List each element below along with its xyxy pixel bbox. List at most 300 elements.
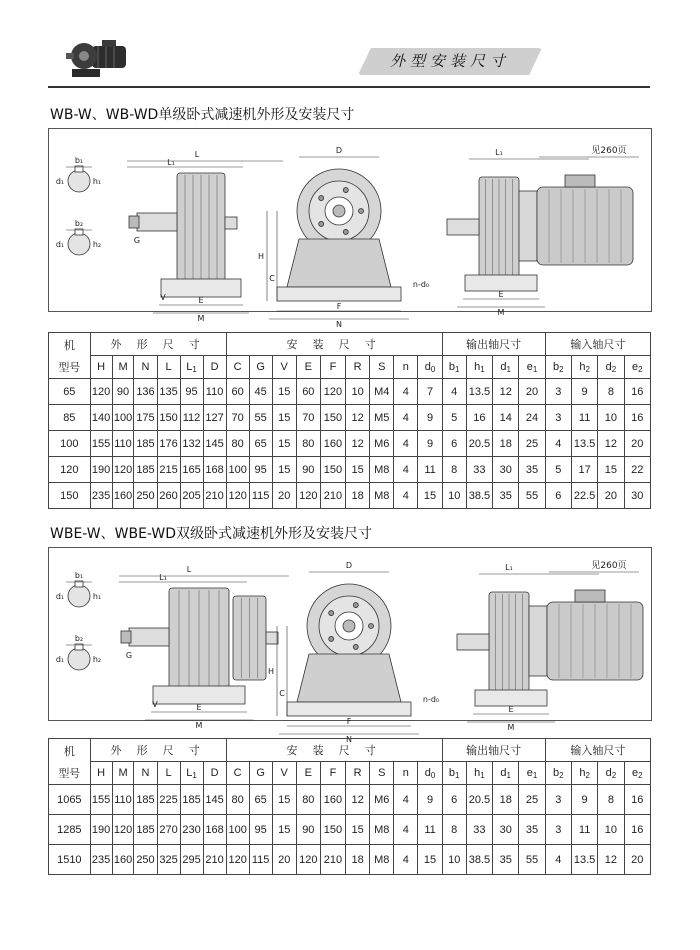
value-cell: 10 <box>598 815 624 845</box>
table-row <box>49 431 651 457</box>
shaft-section-detail <box>68 233 90 255</box>
column-header <box>394 356 418 379</box>
column-header <box>157 356 180 379</box>
value-cell: 165 <box>180 457 203 483</box>
value-cell: 4 <box>394 431 418 457</box>
table-row <box>49 815 651 845</box>
value-cell: 4 <box>545 845 571 875</box>
value-cell: 120 <box>112 457 134 483</box>
column-symbol: G <box>256 767 265 779</box>
column-symbol: G <box>256 361 265 373</box>
column-header <box>370 762 394 785</box>
value-cell: M6 <box>370 785 394 815</box>
value-cell: 4 <box>394 815 418 845</box>
input-shaft <box>225 217 237 229</box>
value-cell: 112 <box>180 405 203 431</box>
group-install: 安 装 尺 寸 <box>226 333 442 356</box>
value-cell: 16 <box>466 405 492 431</box>
column-header <box>134 762 157 785</box>
model-header-line-2: 型号 <box>58 767 81 780</box>
column-symbol: b <box>448 766 456 779</box>
value-cell: 185 <box>134 785 157 815</box>
dimension-label: M <box>507 723 515 732</box>
value-cell: 230 <box>180 815 203 845</box>
value-cell: 12 <box>598 845 624 875</box>
dimension-label: d₁ <box>55 240 65 249</box>
value-cell: 100 <box>112 405 134 431</box>
flange-bolt <box>319 196 324 201</box>
value-cell: 30 <box>493 457 519 483</box>
model-header-line-1: 机 <box>63 339 75 352</box>
value-cell: 3 <box>545 785 571 815</box>
column-symbol: e <box>631 360 639 373</box>
value-cell: 55 <box>519 483 545 509</box>
column-symbol: b <box>448 360 456 373</box>
model-header-line-1: 机 <box>63 745 75 758</box>
column-symbol: n <box>402 767 409 779</box>
column-subscript: 0 <box>430 770 436 780</box>
value-cell: 80 <box>296 431 320 457</box>
shaft-center <box>343 620 355 632</box>
value-cell: 14 <box>493 405 519 431</box>
value-cell: 5 <box>545 457 571 483</box>
value-cell: 120 <box>226 845 249 875</box>
value-cell: 11 <box>418 457 442 483</box>
column-header <box>272 762 296 785</box>
dimension-label: H <box>267 667 275 676</box>
value-cell: 150 <box>157 405 180 431</box>
shaft-section-detail <box>68 585 90 607</box>
table-row <box>49 457 651 483</box>
value-cell: 6 <box>442 785 466 815</box>
column-header <box>112 356 134 379</box>
group-input: 输入轴尺寸 <box>545 739 650 762</box>
value-cell: 235 <box>90 483 112 509</box>
column-symbol: d <box>424 766 431 779</box>
value-cell: 260 <box>157 483 180 509</box>
reference-note: 见260页 <box>591 561 627 571</box>
dimension-label: D <box>335 146 343 155</box>
column-header <box>519 356 545 379</box>
terminal-box <box>575 590 605 602</box>
dimension-label: F <box>346 717 352 726</box>
dimension-label: h₁ <box>92 177 102 186</box>
value-cell: 60 <box>226 379 249 405</box>
column-symbol: C <box>233 767 242 779</box>
value-cell: 16 <box>624 405 650 431</box>
column-header <box>442 762 466 785</box>
motor-base <box>465 275 537 291</box>
value-cell: 20 <box>272 483 296 509</box>
shaft-center <box>333 205 345 217</box>
page-title: 外型安装尺寸 <box>389 52 510 70</box>
value-cell: 325 <box>157 845 180 875</box>
dimension-label: E <box>508 705 514 714</box>
value-cell: 16 <box>624 815 650 845</box>
column-header-row <box>49 356 651 379</box>
value-cell: 10 <box>598 405 624 431</box>
value-cell: 55 <box>519 845 545 875</box>
table-row <box>49 785 651 815</box>
group-input: 输入轴尺寸 <box>545 333 650 356</box>
front-pedestal <box>287 239 391 287</box>
column-symbol: L <box>165 361 172 373</box>
motor-base <box>475 690 547 706</box>
value-cell: 24 <box>519 405 545 431</box>
column-header <box>134 356 157 379</box>
model-cell: 1285 <box>49 815 91 845</box>
model-cell: 1510 <box>49 845 91 875</box>
front-pedestal <box>297 654 401 702</box>
value-cell: 10 <box>346 379 370 405</box>
value-cell: 4 <box>394 379 418 405</box>
value-cell: 120 <box>112 815 134 845</box>
column-header-row <box>49 762 651 785</box>
value-cell: M8 <box>370 815 394 845</box>
column-header <box>493 356 519 379</box>
value-cell: 15 <box>346 457 370 483</box>
flange-bolt <box>329 636 334 641</box>
group-outline: 外 形 尺 寸 <box>90 739 226 762</box>
dimension-label: G <box>125 651 133 660</box>
column-symbol: E <box>304 767 312 779</box>
section-1-drawing <box>48 128 652 329</box>
shaft-section-detail <box>68 648 90 670</box>
value-cell: 70 <box>296 405 320 431</box>
output-shaft-end <box>129 216 139 228</box>
dimension-label: F <box>336 302 342 311</box>
flange-bolt <box>359 209 364 214</box>
value-cell: 38.5 <box>466 483 492 509</box>
column-symbol: b <box>553 766 560 779</box>
value-cell: 110 <box>112 785 134 815</box>
value-cell: 100 <box>226 457 249 483</box>
value-cell: 8 <box>442 815 466 845</box>
column-header <box>320 762 345 785</box>
column-header <box>203 356 226 379</box>
value-cell: 160 <box>112 845 134 875</box>
value-cell: 15 <box>272 815 296 845</box>
front-base-plate <box>277 287 401 301</box>
terminal-box <box>565 175 595 187</box>
value-cell: 13.5 <box>466 379 492 405</box>
value-cell: 9 <box>418 405 442 431</box>
value-cell: 120 <box>320 379 345 405</box>
column-subscript: 1 <box>455 770 460 780</box>
value-cell: 18 <box>346 845 370 875</box>
dimension-label: h₁ <box>92 592 102 601</box>
output-shaft <box>137 213 177 231</box>
value-cell: 10 <box>442 483 466 509</box>
column-header <box>249 356 272 379</box>
column-symbol: N <box>141 767 150 779</box>
value-cell: 155 <box>90 785 112 815</box>
value-cell: 120 <box>296 483 320 509</box>
value-cell: 4 <box>394 405 418 431</box>
output-shaft <box>129 628 169 646</box>
value-cell: 100 <box>226 815 249 845</box>
column-symbol: C <box>233 361 242 373</box>
table-row <box>49 405 651 431</box>
dimension-label: N <box>346 735 352 744</box>
dimension-label: b₂ <box>74 634 84 643</box>
motor-output-shaft <box>447 219 479 235</box>
value-cell: 9 <box>571 379 597 405</box>
column-header <box>296 356 320 379</box>
value-cell: 127 <box>203 405 226 431</box>
column-header <box>272 356 296 379</box>
column-subscript: 1 <box>532 364 538 374</box>
motor-output-shaft <box>457 634 489 650</box>
column-header <box>226 762 249 785</box>
value-cell: 210 <box>320 845 345 875</box>
table-row <box>49 845 651 875</box>
group-header-row <box>49 739 651 762</box>
dimension-label: H <box>257 252 265 261</box>
column-symbol: V <box>280 767 288 779</box>
value-cell: 20 <box>624 845 650 875</box>
value-cell: 6 <box>442 431 466 457</box>
value-cell: 132 <box>180 431 203 457</box>
value-cell: 80 <box>226 431 249 457</box>
column-header <box>624 762 650 785</box>
value-cell: 20 <box>519 379 545 405</box>
column-symbol: b <box>553 360 560 373</box>
value-cell: 33 <box>466 815 492 845</box>
column-header <box>320 356 345 379</box>
value-cell: 15 <box>346 815 370 845</box>
column-symbol: D <box>210 767 219 779</box>
value-cell: 95 <box>249 457 272 483</box>
model-cell: 120 <box>49 457 91 483</box>
value-cell: 30 <box>493 815 519 845</box>
value-cell: 140 <box>90 405 112 431</box>
column-symbol: d <box>500 360 507 373</box>
mounting-base <box>161 279 241 297</box>
dimension-label: d₁ <box>55 592 65 601</box>
value-cell: 295 <box>180 845 203 875</box>
value-cell: 235 <box>90 845 112 875</box>
motor-flange <box>529 606 547 676</box>
model-cell: 65 <box>49 379 91 405</box>
shaft-section-detail <box>68 170 90 192</box>
model-header-line-2: 型号 <box>58 361 81 374</box>
column-subscript: 1 <box>480 770 485 780</box>
reducer-motor-icon <box>62 36 132 80</box>
value-cell: M4 <box>370 379 394 405</box>
value-cell: 4 <box>394 845 418 875</box>
value-cell: 35 <box>519 457 545 483</box>
value-cell: 18 <box>493 785 519 815</box>
value-cell: 12 <box>346 431 370 457</box>
section-1-title: WB-W、WB-WD单级卧式减速机外形及安装尺寸 <box>50 107 355 123</box>
dimension-label: L <box>194 150 200 159</box>
value-cell: 215 <box>157 457 180 483</box>
value-cell: 160 <box>320 431 345 457</box>
model-cell: 85 <box>49 405 91 431</box>
value-cell: 150 <box>320 457 345 483</box>
value-cell: 150 <box>320 815 345 845</box>
value-cell: 90 <box>112 379 134 405</box>
value-cell: 5 <box>442 405 466 431</box>
value-cell: 3 <box>545 405 571 431</box>
value-cell: 12 <box>346 785 370 815</box>
dimension-label: C <box>269 274 275 283</box>
value-cell: 176 <box>157 431 180 457</box>
column-symbol: d <box>605 360 612 373</box>
model-header <box>49 333 91 379</box>
column-symbol: R <box>353 767 362 779</box>
dimension-label: N <box>336 320 342 329</box>
value-cell: 4 <box>394 785 418 815</box>
column-symbol: h <box>579 360 586 373</box>
dimension-label: G <box>133 236 141 245</box>
flange-bolt <box>319 221 324 226</box>
value-cell: 150 <box>320 405 345 431</box>
value-cell: 175 <box>134 405 157 431</box>
column-symbol: D <box>210 361 219 373</box>
column-symbol: M <box>118 767 128 779</box>
column-subscript: 2 <box>585 364 590 374</box>
value-cell: 190 <box>90 815 112 845</box>
dimension-label: M <box>195 721 203 730</box>
column-symbol: R <box>353 361 362 373</box>
value-cell: 20.5 <box>466 785 492 815</box>
column-symbol: H <box>97 361 106 373</box>
column-header <box>466 762 492 785</box>
dimension-label: L₁ <box>167 158 175 167</box>
flange-bolt <box>343 229 348 234</box>
value-cell: 185 <box>134 457 157 483</box>
value-cell: 30 <box>624 483 650 509</box>
column-subscript: 1 <box>455 364 460 374</box>
dimension-label: E <box>196 703 202 712</box>
value-cell: 90 <box>296 815 320 845</box>
column-subscript: 2 <box>638 770 643 780</box>
value-cell: 11 <box>571 815 597 845</box>
value-cell: 210 <box>203 845 226 875</box>
group-install: 安 装 尺 寸 <box>226 739 442 762</box>
value-cell: 15 <box>272 431 296 457</box>
value-cell: 65 <box>249 785 272 815</box>
model-cell: 100 <box>49 431 91 457</box>
group-output: 输出轴尺寸 <box>442 739 545 762</box>
section-2-drawing <box>48 547 652 744</box>
value-cell: 168 <box>203 815 226 845</box>
value-cell: 15 <box>272 785 296 815</box>
section-1-spec-table <box>48 332 651 509</box>
value-cell: 145 <box>203 785 226 815</box>
column-header <box>598 356 624 379</box>
value-cell: 8 <box>598 379 624 405</box>
value-cell: 80 <box>226 785 249 815</box>
value-cell: 9 <box>571 785 597 815</box>
dimension-label: L <box>186 565 192 574</box>
column-header <box>598 762 624 785</box>
column-symbol: L <box>186 766 193 779</box>
dimension-drawing-svg <box>49 548 651 744</box>
value-cell: 210 <box>320 483 345 509</box>
value-cell: 15 <box>272 457 296 483</box>
dimension-label: n-d₀ <box>412 280 430 289</box>
column-header <box>180 762 203 785</box>
column-symbol: S <box>378 361 386 373</box>
dimension-label: b₂ <box>74 219 84 228</box>
column-subscript: 0 <box>430 364 436 374</box>
dimension-label: L₁ <box>505 563 513 572</box>
value-cell: 205 <box>180 483 203 509</box>
column-header <box>346 762 370 785</box>
dimension-drawing-svg <box>49 129 651 329</box>
column-subscript: 1 <box>192 364 197 374</box>
column-symbol: h <box>579 766 586 779</box>
value-cell: 20.5 <box>466 431 492 457</box>
value-cell: 155 <box>90 431 112 457</box>
dimension-label: E <box>198 296 204 305</box>
dimension-label: h₂ <box>92 655 102 664</box>
model-cell: 1065 <box>49 785 91 815</box>
header-divider <box>48 86 650 88</box>
value-cell: 25 <box>519 785 545 815</box>
column-symbol: h <box>474 360 481 373</box>
section-2-title: WBE-W、WBE-WD双级卧式减速机外形及安装尺寸 <box>50 526 373 542</box>
value-cell: 22.5 <box>571 483 597 509</box>
column-subscript: 2 <box>585 770 590 780</box>
flange-bolt <box>369 624 374 629</box>
column-header <box>157 762 180 785</box>
column-header <box>394 762 418 785</box>
column-symbol: H <box>97 767 106 779</box>
value-cell: 115 <box>249 845 272 875</box>
dimension-label: L₁ <box>159 573 167 582</box>
value-cell: 9 <box>418 785 442 815</box>
dimension-label: D <box>345 561 353 570</box>
value-cell: M8 <box>370 483 394 509</box>
column-symbol: d <box>605 766 612 779</box>
value-cell: 120 <box>90 379 112 405</box>
value-cell: 9 <box>418 431 442 457</box>
column-subscript: 2 <box>611 364 617 374</box>
group-output: 输出轴尺寸 <box>442 333 545 356</box>
value-cell: 10 <box>442 845 466 875</box>
column-symbol: F <box>329 767 337 779</box>
value-cell: 135 <box>157 379 180 405</box>
value-cell: 11 <box>418 815 442 845</box>
column-symbol: L <box>186 360 193 373</box>
column-header <box>203 762 226 785</box>
value-cell: 15 <box>272 405 296 431</box>
column-header <box>493 762 519 785</box>
value-cell: 13.5 <box>571 845 597 875</box>
column-symbol: e <box>631 766 639 779</box>
value-cell: 11 <box>571 405 597 431</box>
value-cell: 120 <box>296 845 320 875</box>
value-cell: M8 <box>370 457 394 483</box>
value-cell: 7 <box>418 379 442 405</box>
column-header <box>346 356 370 379</box>
model-cell: 150 <box>49 483 91 509</box>
value-cell: 250 <box>134 483 157 509</box>
dimension-label: h₂ <box>92 240 102 249</box>
column-symbol: e <box>526 360 533 373</box>
table-row <box>49 379 651 405</box>
flange-bolt <box>343 188 348 193</box>
column-subscript: 1 <box>506 770 511 780</box>
column-symbol: e <box>526 766 533 779</box>
column-header <box>90 356 112 379</box>
column-symbol: h <box>474 766 481 779</box>
value-cell: 17 <box>571 457 597 483</box>
